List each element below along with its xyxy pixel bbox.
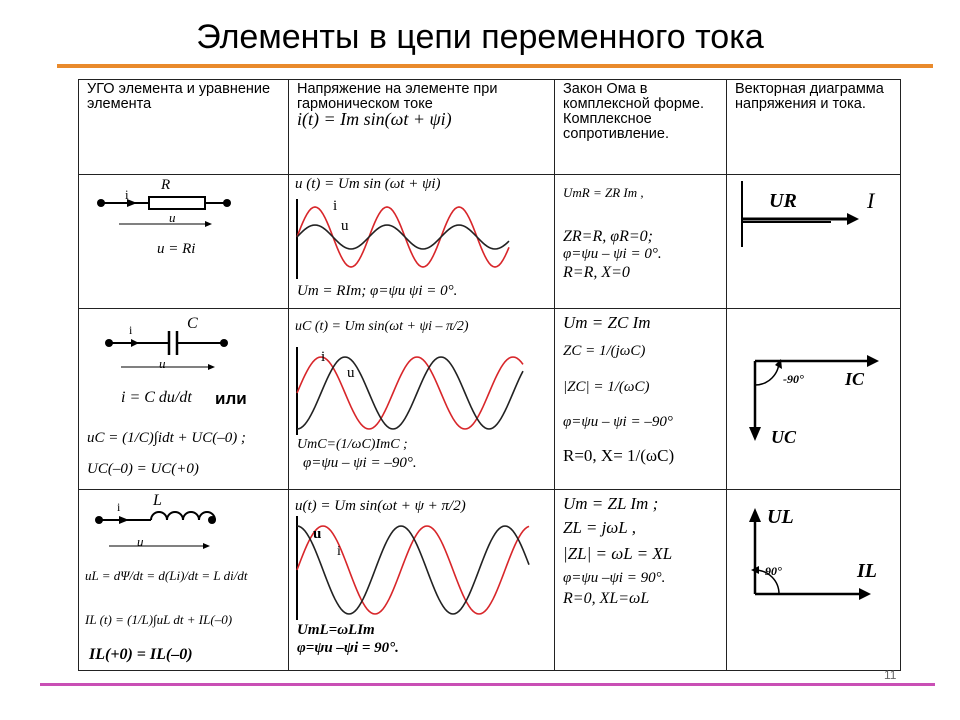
voltage-equation: uC (t) = Um sin(ωt + ψi – π/2) — [295, 319, 469, 334]
wave-red — [297, 526, 529, 614]
ugo-resistor — [79, 175, 289, 309]
wave-label-u: u — [313, 526, 322, 542]
footer-rule — [40, 683, 935, 686]
ugo-inductor — [79, 490, 289, 671]
capacitor-equation-3: UC(–0) = UC(+0) — [87, 461, 199, 477]
ugo-capacitor — [79, 309, 289, 490]
vector-diagram-r — [727, 175, 901, 308]
element-label-l: L — [153, 492, 162, 509]
ohm-line-4: φ=ψu –ψi = 90°. — [563, 570, 666, 586]
relation-2: φ=ψu – ψi = –90°. — [303, 455, 417, 471]
voltage-resistor — [289, 175, 555, 309]
vector-label-i: I — [867, 188, 875, 213]
ohm-inductor — [555, 490, 727, 671]
ohm-line-5: R=0, XL=ωL — [563, 590, 650, 607]
ohm-line-4: R=R, X=0 — [563, 264, 630, 281]
voltage-equation: u(t) = Um sin(ωt + ψ + π/2) — [295, 498, 466, 514]
angle-label: 90° — [765, 564, 782, 578]
elements-table — [78, 79, 901, 671]
wave-label-i: i — [333, 198, 338, 214]
ohm-line-2: ZR=R, φR=0; — [563, 228, 653, 245]
voltage-label: u — [169, 210, 176, 225]
wave-label-u: u — [347, 365, 355, 381]
vector-diagram-c — [727, 309, 901, 489]
page-number: 11 — [884, 668, 897, 682]
ohm-line-2: ZC = 1/(jωC) — [563, 343, 646, 359]
or-word: или — [215, 389, 247, 408]
ohm-line-5: R=0, X= 1/(ωC) — [563, 446, 675, 465]
inductor-equation-3: IL(+0) = IL(–0) — [89, 646, 193, 663]
row-inductor — [79, 490, 901, 671]
wave-label-i: i — [337, 544, 341, 559]
ohm-line-3: φ=ψu – ψi = 0°. — [563, 246, 662, 262]
relation: UmC=(1/ωC)ImC ; — [297, 437, 408, 452]
header-vector: Векторная диаграмма напряжения и тока. — [727, 80, 901, 175]
relation: UmL=ωLIm — [297, 622, 375, 638]
resistor-equation: u = Ri — [157, 241, 196, 257]
voltage-label: u — [137, 534, 144, 549]
vector-capacitor — [727, 309, 901, 490]
current-label: i — [117, 500, 121, 514]
wave-label-u: u — [341, 218, 349, 234]
relation: Um = RIm; φ=ψu ψi = 0°. — [297, 283, 458, 299]
vector-label-uc: UC — [771, 427, 797, 447]
relation-2: φ=ψu –ψi = 90°. — [297, 640, 399, 656]
voltage-label: u — [159, 356, 166, 371]
voltage-equation: u (t) = Um sin (ωt + ψi) — [295, 176, 441, 192]
ohm-line-4: φ=ψu – ψi = –90° — [563, 414, 673, 430]
angle-label: -90° — [783, 372, 804, 386]
wave-label-i: i — [321, 349, 326, 365]
row-capacitor — [79, 309, 901, 490]
element-label-c: C — [187, 315, 198, 332]
ohm-line-2: ZL = jωL , — [563, 518, 636, 537]
voltage-capacitor — [289, 309, 555, 490]
current-label: i — [125, 187, 129, 202]
header-ugo: УГО элемента и уравнение элемента — [79, 80, 289, 175]
row-resistor — [79, 175, 901, 309]
vector-label-ic: IC — [845, 369, 865, 389]
voltage-inductor — [289, 490, 555, 671]
ohm-line-1: Um = ZL Im ; — [563, 494, 659, 513]
ohm-line-3: |ZL| = ωL = XL — [563, 544, 673, 563]
vector-resistor — [727, 175, 901, 309]
ohm-capacitor — [555, 309, 727, 490]
current-label: i — [129, 323, 133, 337]
header-voltage: Напряжение на элементе при гармоническом токе i(t) = Im sin(ωt + ψi) — [289, 80, 555, 175]
ohm-line-3: |ZC| = 1/(ωC) — [563, 379, 650, 395]
ohm-line-1: UmR = ZR Im , — [563, 185, 644, 200]
vector-label-ul: UL — [767, 506, 794, 528]
vector-label-ur: UR — [769, 190, 797, 212]
inductor-equation-2: IL (t) = (1/L)∫uL dt + IL(–0) — [85, 612, 233, 627]
current-formula: i(t) = Im sin(ωt + ψi) — [297, 109, 452, 129]
header-row — [79, 80, 901, 175]
capacitor-equation-2: uC = (1/C)∫idt + UC(–0) ; — [87, 430, 246, 446]
page-title: Элементы в цепи переменного тока — [196, 18, 764, 56]
inductor-equation: uL = dΨ/dt = d(Li)/dt = L di/dt — [85, 568, 248, 583]
header-ohm: Закон Ома в комплексной форме. Комплексное сопротивление. — [555, 80, 727, 175]
vector-label-il: IL — [857, 560, 877, 582]
element-label-r: R — [161, 177, 171, 193]
vector-inductor — [727, 490, 901, 671]
wave-red — [297, 357, 523, 429]
ohm-resistor — [555, 175, 727, 309]
capacitor-equation: i = C du/dt — [121, 389, 192, 406]
ohm-line-1: Um = ZC Im — [563, 313, 651, 332]
wave-black — [297, 225, 509, 249]
title-underline — [57, 64, 933, 68]
